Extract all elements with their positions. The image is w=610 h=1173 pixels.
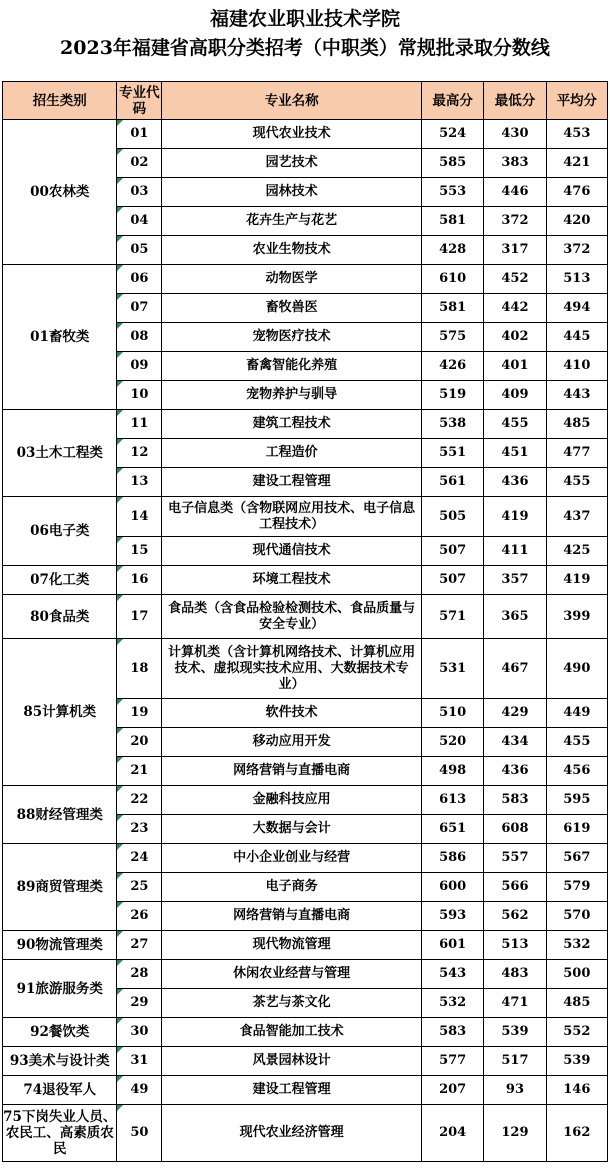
- max-score-cell: 583: [421, 1018, 483, 1047]
- max-score-cell: 507: [421, 566, 483, 595]
- major-name-cell: 现代农业经济管理: [162, 1105, 422, 1162]
- min-score-cell: 557: [484, 844, 546, 873]
- avg-score-cell: 570: [546, 902, 607, 931]
- table-row: [3, 265, 608, 294]
- major-code-cell: 02: [117, 149, 162, 178]
- table-row: [3, 410, 608, 439]
- table-row: [3, 786, 608, 815]
- major-name-cell: 现代通信技术: [162, 537, 422, 566]
- min-score-cell: 513: [484, 931, 546, 960]
- category-cell: 92餐饮类: [3, 1018, 117, 1047]
- min-score-cell: 436: [484, 468, 546, 497]
- max-score-cell: 543: [421, 960, 483, 989]
- major-code-cell: 18: [117, 639, 162, 699]
- max-score-cell: 428: [421, 236, 483, 265]
- min-score-cell: 409: [484, 381, 546, 410]
- major-name-cell: 农业生物技术: [162, 236, 422, 265]
- avg-score-cell: 485: [546, 989, 607, 1018]
- avg-score-cell: 455: [546, 468, 607, 497]
- avg-score-cell: 513: [546, 265, 607, 294]
- major-code-cell: 26: [117, 902, 162, 931]
- table-row: [3, 960, 608, 989]
- max-score-cell: 585: [421, 149, 483, 178]
- min-score-cell: 365: [484, 595, 546, 639]
- header-avg-score: 平均分: [546, 82, 607, 120]
- category-cell: 06电子类: [3, 497, 117, 566]
- min-score-cell: 317: [484, 236, 546, 265]
- min-score-cell: 566: [484, 873, 546, 902]
- major-name-cell: 风景园林设计: [162, 1047, 422, 1076]
- major-code-cell: 03: [117, 178, 162, 207]
- major-name-cell: 计算机类（含计算机网络技术、计算机应用技术、虚拟现实技术应用、大数据技术专业）: [162, 639, 422, 699]
- major-code-cell: 01: [117, 120, 162, 149]
- avg-score-cell: 494: [546, 294, 607, 323]
- major-name-cell: 网络营销与直播电商: [162, 757, 422, 786]
- table-row: [3, 1076, 608, 1105]
- major-name-cell: 茶艺与茶文化: [162, 989, 422, 1018]
- header-min-score: 最低分: [484, 82, 546, 120]
- major-code-cell: 09: [117, 352, 162, 381]
- min-score-cell: 402: [484, 323, 546, 352]
- major-name-cell: 工程造价: [162, 439, 422, 468]
- avg-score-cell: 456: [546, 757, 607, 786]
- table-body: [3, 120, 608, 1162]
- min-score-cell: 608: [484, 815, 546, 844]
- major-name-cell: 园艺技术: [162, 149, 422, 178]
- category-cell: 03土木工程类: [3, 410, 117, 497]
- min-score-cell: 452: [484, 265, 546, 294]
- major-name-cell: 宠物养护与驯导: [162, 381, 422, 410]
- min-score-cell: 436: [484, 757, 546, 786]
- max-score-cell: 520: [421, 728, 483, 757]
- min-score-cell: 419: [484, 497, 546, 537]
- major-code-cell: 30: [117, 1018, 162, 1047]
- max-score-cell: 600: [421, 873, 483, 902]
- major-code-cell: 06: [117, 265, 162, 294]
- avg-score-cell: 449: [546, 699, 607, 728]
- major-name-cell: 大数据与会计: [162, 815, 422, 844]
- major-code-cell: 08: [117, 323, 162, 352]
- category-cell: 80食品类: [3, 595, 117, 639]
- avg-score-cell: 595: [546, 786, 607, 815]
- avg-score-cell: 485: [546, 410, 607, 439]
- max-score-cell: 498: [421, 757, 483, 786]
- major-code-cell: 05: [117, 236, 162, 265]
- max-score-cell: 581: [421, 207, 483, 236]
- avg-score-cell: 399: [546, 595, 607, 639]
- min-score-cell: 483: [484, 960, 546, 989]
- category-cell: 74退役军人: [3, 1076, 117, 1105]
- major-name-cell: 动物医学: [162, 265, 422, 294]
- max-score-cell: 532: [421, 989, 483, 1018]
- table-row: [3, 1047, 608, 1076]
- min-score-cell: 383: [484, 149, 546, 178]
- major-code-cell: 50: [117, 1105, 162, 1162]
- avg-score-cell: 372: [546, 236, 607, 265]
- category-cell: 07化工类: [3, 566, 117, 595]
- major-code-cell: 14: [117, 497, 162, 537]
- min-score-cell: 446: [484, 178, 546, 207]
- major-name-cell: 软件技术: [162, 699, 422, 728]
- header-max-score: 最高分: [421, 82, 483, 120]
- category-cell: 89商贸管理类: [3, 844, 117, 931]
- school-title: 福建农业职业技术学院: [209, 8, 400, 30]
- avg-score-cell: 162: [546, 1105, 607, 1162]
- major-code-cell: 13: [117, 468, 162, 497]
- min-score-cell: 429: [484, 699, 546, 728]
- max-score-cell: 581: [421, 294, 483, 323]
- min-score-cell: 434: [484, 728, 546, 757]
- major-code-cell: 22: [117, 786, 162, 815]
- avg-score-cell: 420: [546, 207, 607, 236]
- min-score-cell: 357: [484, 566, 546, 595]
- major-code-cell: 23: [117, 815, 162, 844]
- max-score-cell: 510: [421, 699, 483, 728]
- major-name-cell: 网络营销与直播电商: [162, 902, 422, 931]
- max-score-cell: 571: [421, 595, 483, 639]
- major-code-cell: 31: [117, 1047, 162, 1076]
- max-score-cell: 553: [421, 178, 483, 207]
- avg-score-cell: 437: [546, 497, 607, 537]
- category-cell: 01畜牧类: [3, 265, 117, 410]
- category-cell: 88财经管理类: [3, 786, 117, 844]
- avg-score-cell: 500: [546, 960, 607, 989]
- major-name-cell: 环境工程技术: [162, 566, 422, 595]
- major-code-cell: 49: [117, 1076, 162, 1105]
- max-score-cell: 575: [421, 323, 483, 352]
- major-name-cell: 建设工程管理: [162, 468, 422, 497]
- major-code-cell: 15: [117, 537, 162, 566]
- major-name-cell: 食品智能加工技术: [162, 1018, 422, 1047]
- category-cell: 93美术与设计类: [3, 1047, 117, 1076]
- max-score-cell: 613: [421, 786, 483, 815]
- major-name-cell: 现代农业技术: [162, 120, 422, 149]
- table-row: [3, 639, 608, 699]
- major-code-cell: 25: [117, 873, 162, 902]
- category-cell: 00农林类: [3, 120, 117, 265]
- avg-score-cell: 567: [546, 844, 607, 873]
- avg-score-cell: 453: [546, 120, 607, 149]
- major-code-cell: 16: [117, 566, 162, 595]
- max-score-cell: 586: [421, 844, 483, 873]
- max-score-cell: 577: [421, 1047, 483, 1076]
- major-code-cell: 20: [117, 728, 162, 757]
- min-score-cell: 517: [484, 1047, 546, 1076]
- major-name-cell: 电子商务: [162, 873, 422, 902]
- max-score-cell: 551: [421, 439, 483, 468]
- max-score-cell: 651: [421, 815, 483, 844]
- category-cell: 85计算机类: [3, 639, 117, 786]
- major-name-cell: 现代物流管理: [162, 931, 422, 960]
- category-cell: 91旅游服务类: [3, 960, 117, 1018]
- table-row: [3, 844, 608, 873]
- major-code-cell: 12: [117, 439, 162, 468]
- table-row: [3, 1105, 608, 1162]
- avg-score-cell: 477: [546, 439, 607, 468]
- avg-score-cell: 476: [546, 178, 607, 207]
- major-name-cell: 建筑工程技术: [162, 410, 422, 439]
- min-score-cell: 562: [484, 902, 546, 931]
- header-code: 专业代码: [117, 82, 162, 120]
- major-name-cell: 畜禽智能化养殖: [162, 352, 422, 381]
- avg-score-cell: 425: [546, 537, 607, 566]
- major-code-cell: 17: [117, 595, 162, 639]
- max-score-cell: 507: [421, 537, 483, 566]
- header-category: 招生类别: [3, 82, 117, 120]
- avg-score-cell: 419: [546, 566, 607, 595]
- max-score-cell: 531: [421, 639, 483, 699]
- max-score-cell: 426: [421, 352, 483, 381]
- major-name-cell: 电子信息类（含物联网应用技术、电子信息工程技术）: [162, 497, 422, 537]
- min-score-cell: 467: [484, 639, 546, 699]
- major-name-cell: 畜牧兽医: [162, 294, 422, 323]
- avg-score-cell: 443: [546, 381, 607, 410]
- avg-score-cell: 455: [546, 728, 607, 757]
- max-score-cell: 593: [421, 902, 483, 931]
- avg-score-cell: 619: [546, 815, 607, 844]
- min-score-cell: 93: [484, 1076, 546, 1105]
- max-score-cell: 519: [421, 381, 483, 410]
- min-score-cell: 442: [484, 294, 546, 323]
- category-cell: 90物流管理类: [3, 931, 117, 960]
- avg-score-cell: 410: [546, 352, 607, 381]
- table-title: 2023年福建省高职分类招考（中职类）常规批录取分数线: [60, 37, 550, 59]
- major-name-cell: 移动应用开发: [162, 728, 422, 757]
- major-code-cell: 19: [117, 699, 162, 728]
- admission-score-table: [2, 81, 608, 1162]
- avg-score-cell: 421: [546, 149, 607, 178]
- min-score-cell: 583: [484, 786, 546, 815]
- table-row: [3, 566, 608, 595]
- max-score-cell: 610: [421, 265, 483, 294]
- min-score-cell: 451: [484, 439, 546, 468]
- major-name-cell: 食品类（含食品检验检测技术、食品质量与安全专业）: [162, 595, 422, 639]
- min-score-cell: 471: [484, 989, 546, 1018]
- min-score-cell: 411: [484, 537, 546, 566]
- min-score-cell: 455: [484, 410, 546, 439]
- major-code-cell: 07: [117, 294, 162, 323]
- max-score-cell: 561: [421, 468, 483, 497]
- major-code-cell: 24: [117, 844, 162, 873]
- major-code-cell: 21: [117, 757, 162, 786]
- min-score-cell: 129: [484, 1105, 546, 1162]
- major-name-cell: 金融科技应用: [162, 786, 422, 815]
- major-name-cell: 花卉生产与花艺: [162, 207, 422, 236]
- max-score-cell: 204: [421, 1105, 483, 1162]
- min-score-cell: 372: [484, 207, 546, 236]
- max-score-cell: 538: [421, 410, 483, 439]
- min-score-cell: 539: [484, 1018, 546, 1047]
- major-code-cell: 10: [117, 381, 162, 410]
- major-code-cell: 28: [117, 960, 162, 989]
- major-name-cell: 休闲农业经营与管理: [162, 960, 422, 989]
- major-name-cell: 建设工程管理: [162, 1076, 422, 1105]
- avg-score-cell: 539: [546, 1047, 607, 1076]
- min-score-cell: 401: [484, 352, 546, 381]
- avg-score-cell: 579: [546, 873, 607, 902]
- table-row: [3, 1018, 608, 1047]
- table-header-row: [3, 82, 608, 120]
- major-name-cell: 中小企业创业与经营: [162, 844, 422, 873]
- avg-score-cell: 552: [546, 1018, 607, 1047]
- major-code-cell: 29: [117, 989, 162, 1018]
- avg-score-cell: 490: [546, 639, 607, 699]
- category-cell: 75下岗失业人员、农民工、高素质农民: [3, 1105, 117, 1162]
- max-score-cell: 207: [421, 1076, 483, 1105]
- major-name-cell: 宠物医疗技术: [162, 323, 422, 352]
- table-row: [3, 931, 608, 960]
- major-code-cell: 04: [117, 207, 162, 236]
- major-code-cell: 27: [117, 931, 162, 960]
- avg-score-cell: 445: [546, 323, 607, 352]
- table-row: [3, 120, 608, 149]
- major-code-cell: 11: [117, 410, 162, 439]
- avg-score-cell: 146: [546, 1076, 607, 1105]
- max-score-cell: 524: [421, 120, 483, 149]
- table-row: [3, 497, 608, 537]
- max-score-cell: 601: [421, 931, 483, 960]
- max-score-cell: 505: [421, 497, 483, 537]
- major-name-cell: 园林技术: [162, 178, 422, 207]
- table-row: [3, 595, 608, 639]
- header-major: 专业名称: [162, 82, 422, 120]
- avg-score-cell: 532: [546, 931, 607, 960]
- min-score-cell: 430: [484, 120, 546, 149]
